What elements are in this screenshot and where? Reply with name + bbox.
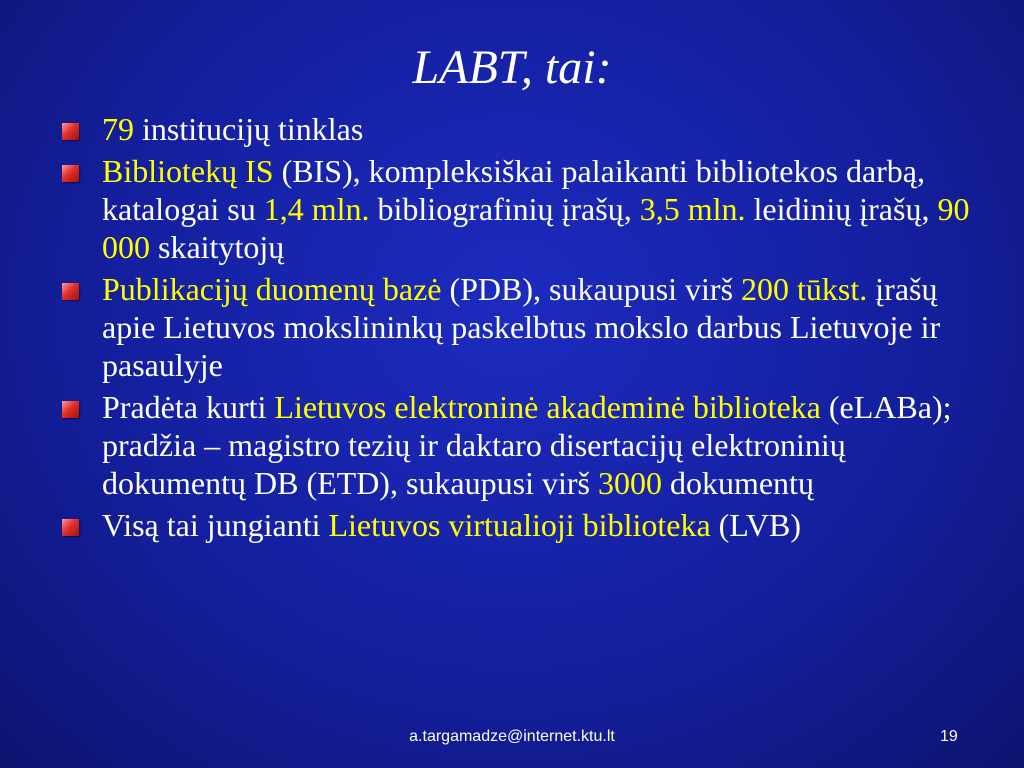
highlight-text: 79 bbox=[102, 111, 134, 147]
highlight-text: Lietuvos elektroninė akademinė biblioteka bbox=[274, 389, 821, 425]
body-text: Pradėta kurti bbox=[102, 389, 275, 425]
body-text: skaitytojų bbox=[150, 229, 285, 265]
square-bullet-icon bbox=[62, 165, 79, 182]
highlight-text: 3000 bbox=[597, 465, 662, 501]
highlight-text: Lietuvos virtualioji biblioteka bbox=[328, 507, 711, 543]
body-text: institucijų tinklas bbox=[134, 111, 364, 147]
body-text: bibliografinių įrašų, bbox=[369, 191, 640, 227]
highlight-text: Bibliotekų IS bbox=[102, 153, 274, 189]
body-text: (eLABa); pradžia – magistro tezių ir daktaro disertacijų elektroninių dokumentų DB (ETD), sukaupusi virš bbox=[102, 389, 952, 501]
highlight-text: 3,5 mln. bbox=[639, 191, 746, 227]
bullet-item bbox=[58, 506, 988, 544]
bullet-item bbox=[58, 388, 988, 502]
body-text: (BIS), kompleksiškai palaikanti bibliotekos darbą, katalogai su bbox=[102, 153, 925, 227]
body-text: leidinių įrašų, bbox=[745, 191, 938, 227]
body-text: įrašų apie Lietuvos mokslininkų paskelbtus mokslo darbus Lietuvoje ir pasaulyje bbox=[102, 271, 941, 383]
page-number: 19 bbox=[940, 728, 958, 745]
bullet-list bbox=[58, 110, 988, 548]
slide-title: LABT, tai: bbox=[412, 41, 612, 94]
body-text: (PDB), sukaupusi virš bbox=[441, 271, 742, 307]
bullet-item bbox=[58, 270, 988, 384]
body-text: (LVB) bbox=[710, 507, 802, 543]
highlight-text: 1,4 mln. bbox=[263, 191, 370, 227]
bullet-item bbox=[58, 152, 988, 266]
body-text: dokumentų bbox=[661, 465, 814, 501]
square-bullet-icon bbox=[62, 401, 79, 418]
highlight-text: 90 000 bbox=[102, 191, 970, 265]
highlight-text: 200 tūkst. bbox=[741, 271, 868, 307]
square-bullet-icon bbox=[62, 123, 79, 140]
square-bullet-icon bbox=[62, 519, 79, 536]
bullet-item bbox=[58, 110, 988, 148]
body-text: Visą tai jungianti bbox=[102, 507, 329, 543]
highlight-text: Publikacijų duomenų bazė bbox=[102, 271, 442, 307]
footer-email: a.targamadze@internet.ktu.lt bbox=[409, 728, 615, 745]
square-bullet-icon bbox=[62, 283, 79, 300]
